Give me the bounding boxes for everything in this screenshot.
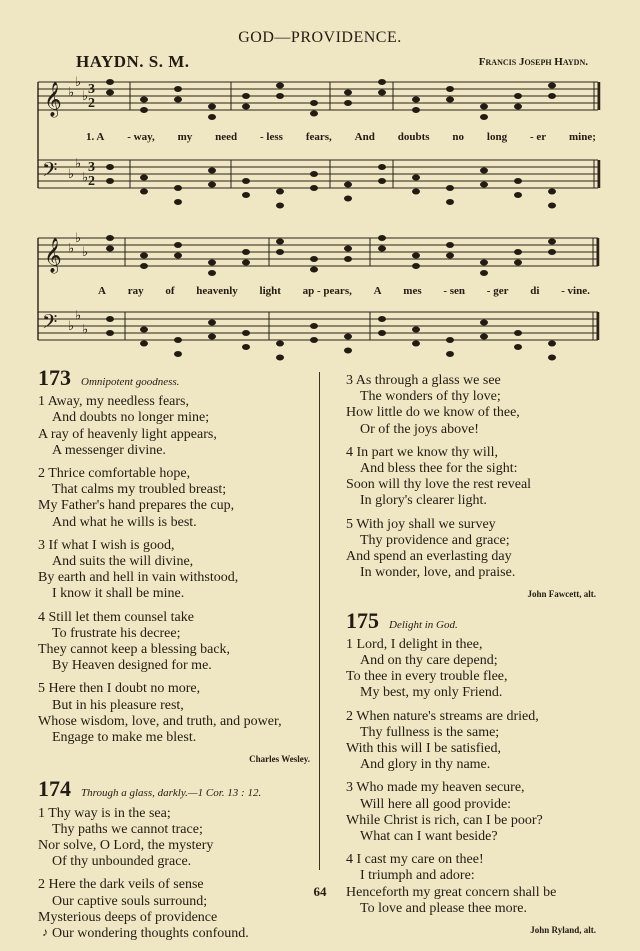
notehead: [548, 203, 556, 209]
stanza: [38, 610, 310, 675]
notehead: [276, 341, 284, 347]
notehead: [140, 341, 148, 347]
stanza: [346, 517, 596, 582]
flat-icon: ♭: [82, 169, 89, 185]
page-number: 64: [313, 884, 327, 899]
notehead: [106, 330, 114, 336]
flat-icon: ♭: [75, 74, 82, 89]
stanza: [346, 445, 596, 510]
notehead: [174, 86, 182, 92]
verse-line: Henceforth my great concern shall be: [346, 884, 557, 900]
verse-line: I triumph and adore:: [360, 868, 475, 884]
notehead: [344, 100, 352, 106]
flat-icon: ♭: [82, 321, 89, 337]
section-header: GOD—PROVIDENCE.: [238, 29, 402, 46]
notehead: [514, 93, 522, 99]
notehead: [412, 107, 420, 113]
clef-icon: 𝄞: [44, 239, 62, 272]
lyric-syllable: - er: [529, 131, 547, 143]
notehead: [140, 253, 148, 259]
notehead: [310, 256, 318, 262]
notehead: [242, 344, 250, 350]
lyric-syllable: heavenly: [196, 285, 238, 297]
verse-line: By Heaven designed for me.: [52, 658, 212, 674]
clef-icon: 𝄞: [44, 83, 62, 116]
notehead: [106, 164, 114, 170]
notehead: [378, 246, 386, 252]
lyric-syllable: - way,: [127, 131, 155, 143]
notehead: [310, 111, 318, 117]
lyric-syllable: mine;: [569, 131, 596, 143]
clef-icon: 𝄢: [42, 312, 58, 338]
notehead: [480, 182, 488, 188]
lyric-syllable: need: [215, 131, 238, 143]
notehead: [412, 341, 420, 347]
notehead: [480, 334, 488, 340]
hymn-number: 175: [346, 607, 379, 633]
lyric-syllable: - less: [260, 131, 283, 143]
notehead: [412, 253, 420, 259]
hymn-174-start: [38, 776, 310, 942]
notehead: [310, 100, 318, 106]
notehead: [276, 239, 284, 245]
notehead: [106, 178, 114, 184]
stanza: [38, 394, 310, 459]
notehead: [208, 114, 216, 120]
notehead: [140, 327, 148, 333]
composer: Francis Joseph Haydn.: [478, 56, 588, 68]
notehead: [378, 330, 386, 336]
notehead: [344, 196, 352, 202]
lyric-syllable: - ger: [486, 285, 509, 297]
lyric-syllable: - vine.: [561, 285, 590, 297]
lyric-syllable: ap - pears,: [302, 285, 352, 297]
verse-line: To thee in every trouble flee,: [346, 669, 508, 685]
verse-line: Thy providence and grace;: [360, 532, 510, 548]
verse-line: Our wondering thoughts confound.: [52, 926, 249, 942]
lyric-syllable: mes: [403, 285, 422, 297]
notehead: [174, 199, 182, 205]
notehead: [378, 79, 386, 85]
notehead: [242, 93, 250, 99]
stanza: [346, 373, 596, 438]
notehead: [344, 246, 352, 252]
notehead: [174, 351, 182, 357]
notehead: [446, 253, 454, 259]
hymn-title: Omnipotent goodness.: [81, 376, 180, 388]
verse-line: 4 I cast my care on thee!: [346, 852, 484, 868]
verse-line: 4 Still let them counsel take: [38, 609, 194, 625]
notehead: [548, 93, 556, 99]
verse-line: 2 When nature's streams are dried,: [346, 708, 539, 724]
verse-line: What can I want beside?: [360, 829, 498, 845]
notehead: [208, 168, 216, 174]
notehead: [446, 185, 454, 191]
hymn-author: John Fawcett, alt.: [527, 589, 596, 600]
flat-icon: ♭: [68, 240, 75, 256]
notehead: [310, 185, 318, 191]
notehead: [412, 263, 420, 269]
verse-line: In glory's clearer light.: [360, 493, 487, 509]
verse-line: Will here all good provide:: [360, 796, 512, 812]
notehead: [106, 246, 114, 252]
notehead: [140, 263, 148, 269]
verse-line: Nor solve, O Lord, the mystery: [38, 838, 214, 854]
verse-line: That calms my troubled breast;: [52, 482, 227, 498]
verse-line: To love and please thee more.: [360, 900, 527, 916]
notehead: [174, 337, 182, 343]
notehead: [106, 235, 114, 241]
hymn-author: Charles Wesley.: [249, 754, 310, 765]
notehead: [446, 337, 454, 343]
notehead: [276, 249, 284, 255]
flat-icon: ♭: [75, 307, 82, 323]
notehead: [208, 320, 216, 326]
verse-line: Engage to make me blest.: [52, 730, 197, 746]
notehead: [242, 104, 250, 110]
notehead: [548, 249, 556, 255]
left-column: [38, 365, 310, 949]
verse-line: By earth and hell in vain withstood,: [38, 570, 239, 586]
notehead: [378, 235, 386, 241]
notehead: [548, 83, 556, 89]
notehead: [242, 178, 250, 184]
lyric-syllable: my: [177, 131, 193, 143]
notehead: [344, 348, 352, 354]
verse-line: 3 If what I wish is good,: [38, 537, 175, 553]
verse-line: My best, my only Friend.: [360, 685, 503, 701]
verse-line: Mysterious deeps of providence: [38, 909, 218, 925]
notehead: [174, 185, 182, 191]
notehead: [412, 175, 420, 181]
notehead: [480, 260, 488, 266]
lyric-syllable: A: [373, 285, 382, 297]
verse-line: A messenger divine.: [52, 442, 166, 458]
lyric-syllable: no: [452, 131, 465, 143]
notehead: [480, 104, 488, 110]
notehead: [446, 86, 454, 92]
notehead: [378, 164, 386, 170]
stanza: [38, 538, 310, 603]
time-signature: 2: [88, 96, 95, 111]
notehead: [276, 93, 284, 99]
notehead: [276, 83, 284, 89]
verse-line: 2 Thrice comfortable hope,: [38, 466, 191, 482]
notehead: [174, 97, 182, 103]
verse-line: While Christ is rich, can I be poor?: [346, 812, 543, 828]
verse-line: Whose wisdom, love, and truth, and power,: [38, 713, 282, 729]
verse-line: 3 As through a glass we see: [346, 373, 501, 388]
verse-line: Our captive souls surround;: [52, 893, 208, 909]
flat-icon: ♭: [82, 88, 89, 103]
notehead: [310, 171, 318, 177]
notehead: [514, 260, 522, 266]
flat-icon: ♭: [68, 166, 75, 181]
notehead: [514, 344, 522, 350]
notehead: [446, 199, 454, 205]
verse-line: And suits the will divine,: [52, 554, 194, 570]
hymn-174-cont: [346, 373, 596, 603]
notehead: [412, 327, 420, 333]
notehead: [514, 192, 522, 198]
notehead: [446, 351, 454, 357]
notehead: [140, 189, 148, 195]
verse-line: 3 Who made my heaven secure,: [346, 780, 525, 796]
notehead: [208, 104, 216, 110]
verse-line: 5 With joy shall we survey: [346, 516, 496, 532]
tune-name: HAYDN. S. M.: [76, 52, 190, 71]
hymn-number: 174: [38, 776, 71, 802]
notehead: [514, 178, 522, 184]
lyric-syllable: of: [165, 285, 175, 297]
music-score: [0, 0, 640, 370]
verse-line: I know it shall be mine.: [52, 586, 185, 602]
notehead: [174, 242, 182, 248]
notehead: [412, 189, 420, 195]
hymn-173: [38, 365, 310, 767]
notehead: [310, 337, 318, 343]
flat-icon: ♭: [82, 244, 89, 259]
right-column: [346, 373, 596, 948]
verse-line: Soon will thy love the rest reveal: [346, 477, 532, 493]
hymn-author: John Ryland, alt.: [530, 925, 596, 936]
verse-line: And bless thee for the sight:: [360, 461, 518, 477]
notehead: [480, 168, 488, 174]
notehead: [276, 189, 284, 195]
notehead: [446, 97, 454, 103]
lyric-syllable: And: [354, 131, 375, 143]
verse-line: 1 Away, my needless fears,: [38, 394, 189, 410]
notehead: [514, 249, 522, 255]
hymn-title: Delight in God.: [389, 618, 458, 631]
notehead: [344, 334, 352, 340]
notehead: [548, 239, 556, 245]
notehead: [378, 316, 386, 322]
notehead: [106, 90, 114, 96]
flat-icon: ♭: [75, 155, 82, 171]
notehead: [140, 107, 148, 113]
notehead: [242, 249, 250, 255]
verse-line: My Father's hand prepares the cup,: [38, 498, 235, 514]
notehead: [106, 79, 114, 85]
verse-line: And on thy care depend;: [360, 653, 498, 669]
lyric-syllable: A: [98, 285, 106, 297]
notehead: [446, 242, 454, 248]
lyric-syllable: di: [530, 285, 540, 297]
stanza: [346, 637, 596, 702]
notehead: [514, 104, 522, 110]
verse-line: 2 Here the dark veils of sense: [38, 877, 204, 893]
stanza: [38, 806, 310, 871]
verse-line: And what he wills is best.: [52, 514, 197, 530]
time-signature: 3: [88, 160, 95, 175]
verse-line: How little do we know of thee,: [346, 405, 520, 421]
stanza: [38, 466, 310, 531]
lyric-syllable: doubts: [397, 131, 430, 143]
verse-line: They cannot keep a blessing back,: [38, 642, 231, 658]
lyric-syllable: 1. A: [86, 131, 105, 143]
notehead: [344, 90, 352, 96]
verse-line: But in his pleasure rest,: [52, 697, 184, 713]
time-signature: 2: [88, 174, 95, 189]
notehead: [208, 260, 216, 266]
lyric-syllable: long: [486, 131, 508, 143]
lyric-syllable: light: [259, 285, 281, 297]
verse-line: 5 Here then I doubt no more,: [38, 681, 201, 697]
column-divider: [319, 372, 320, 870]
stanza: [346, 709, 596, 774]
flat-icon: ♭: [68, 318, 75, 333]
notehead: [242, 192, 250, 198]
notehead: [174, 253, 182, 259]
notehead: [208, 270, 216, 276]
lyric-line-2: [98, 285, 590, 297]
verse-line: To frustrate his decree;: [52, 625, 181, 641]
notehead: [548, 189, 556, 195]
notehead: [208, 334, 216, 340]
notehead: [140, 175, 148, 181]
verse-line: The wonders of thy love;: [360, 389, 501, 405]
verse-line: In wonder, love, and praise.: [360, 565, 516, 581]
verse-line: A ray of heavenly light appears,: [38, 426, 217, 442]
lyric-syllable: fears,: [305, 131, 332, 143]
notehead: [548, 341, 556, 347]
notehead: [106, 316, 114, 322]
notehead: [548, 355, 556, 361]
verse-line: With this will I be satisfied,: [346, 741, 501, 757]
verse-line: 4 In part we know thy will,: [346, 444, 499, 460]
verse-line: Thy fullness is the same;: [360, 724, 500, 740]
hymn-title: Through a glass, darkly.—1 Cor. 13 : 12.: [81, 787, 262, 800]
clef-icon: 𝄢: [42, 160, 58, 186]
hymn-number: 173: [38, 365, 71, 390]
verse-line: 1 Thy way is in the sea;: [38, 805, 171, 821]
verse-line: Thy paths we cannot trace;: [52, 821, 203, 837]
notehead: [310, 323, 318, 329]
notehead: [276, 355, 284, 361]
notehead: [310, 267, 318, 273]
lyric-syllable: - sen: [443, 285, 466, 297]
notehead: [514, 330, 522, 336]
notehead: [480, 320, 488, 326]
lyric-syllable: ray: [127, 285, 144, 297]
notehead: [242, 330, 250, 336]
notehead: [378, 90, 386, 96]
lyric-line-1: [86, 131, 596, 143]
footer-mark: ♪: [42, 925, 48, 939]
notehead: [480, 270, 488, 276]
verse-line: Or of the joys above!: [360, 421, 479, 437]
notehead: [276, 203, 284, 209]
verse-line: 1 Lord, I delight in thee,: [346, 636, 483, 652]
verse-line: And spend an everlasting day: [346, 549, 512, 565]
notehead: [208, 182, 216, 188]
verse-line: Of thy unbounded grace.: [52, 854, 192, 870]
notehead: [344, 256, 352, 262]
stanza: [38, 681, 310, 746]
time-signature: 3: [88, 82, 95, 97]
stanza: [346, 780, 596, 845]
notehead: [242, 260, 250, 266]
notehead: [140, 97, 148, 103]
notehead: [378, 178, 386, 184]
verse-line: And doubts no longer mine;: [52, 410, 210, 426]
verse-line: And glory in thy name.: [360, 757, 491, 773]
notehead: [412, 97, 420, 103]
notehead: [480, 114, 488, 120]
notehead: [344, 182, 352, 188]
flat-icon: ♭: [68, 84, 75, 100]
flat-icon: ♭: [75, 230, 82, 245]
